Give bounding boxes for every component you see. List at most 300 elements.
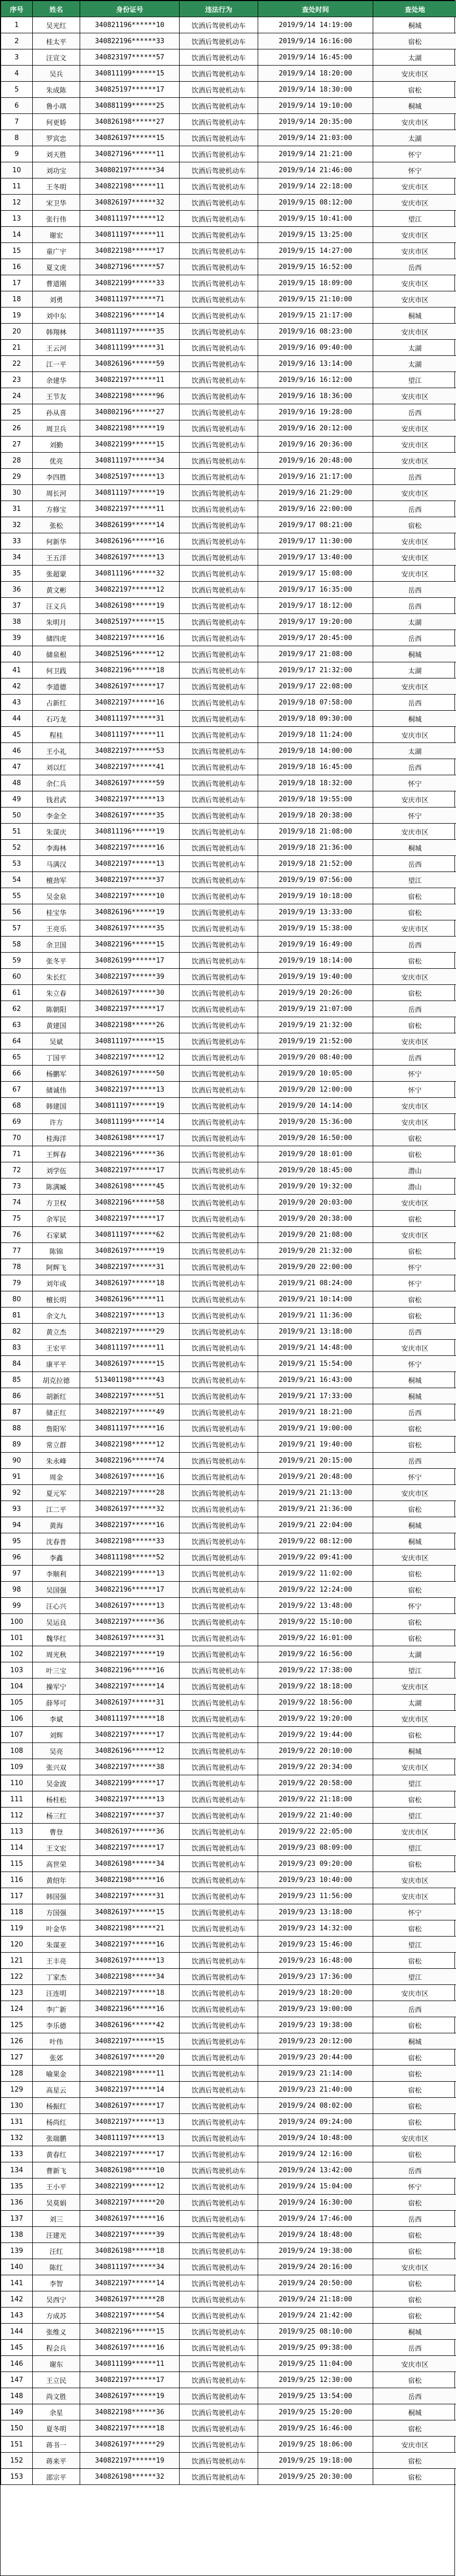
cell-name: 李乐德 bbox=[33, 2017, 80, 2033]
cell-serial-number: 23 bbox=[1, 372, 33, 388]
cell-check-place: 望江 bbox=[373, 372, 456, 388]
cell-name: 叶三宝 bbox=[33, 1662, 80, 1678]
cell-check-time: 2019/9/24 08:02:00 bbox=[258, 2098, 373, 2114]
cell-check-time: 2019/9/19 13:33:00 bbox=[258, 904, 373, 920]
table-row bbox=[1, 1566, 456, 1582]
cell-id-number: 340822196******36 bbox=[80, 1146, 180, 1162]
cell-check-time: 2019/9/16 19:28:00 bbox=[258, 404, 373, 420]
cell-check-place: 太湖 bbox=[373, 49, 456, 66]
cell-violation: 饮酒后驾驶机动车 bbox=[180, 1533, 258, 1549]
cell-check-time: 2019/9/21 11:36:00 bbox=[258, 1308, 373, 1324]
cell-check-place: 安庆市区 bbox=[373, 920, 456, 937]
cell-check-time: 2019/9/21 21:13:00 bbox=[258, 1485, 373, 1501]
cell-check-place: 望江 bbox=[373, 872, 456, 888]
cell-check-place: 岳西 bbox=[373, 2340, 456, 2356]
table-row bbox=[1, 49, 456, 66]
table-row bbox=[1, 243, 456, 259]
cell-check-place: 宿松 bbox=[373, 2146, 456, 2162]
cell-id-number: 340822197******39 bbox=[80, 2227, 180, 2243]
table-row bbox=[1, 1662, 456, 1678]
table-row bbox=[1, 195, 456, 211]
cell-serial-number: 150 bbox=[1, 2420, 33, 2437]
table-row bbox=[1, 808, 456, 824]
cell-id-number: 340826197******59 bbox=[80, 775, 180, 791]
cell-violation: 饮酒后驾驶机动车 bbox=[180, 1727, 258, 1743]
cell-check-time: 2019/9/20 12:00:00 bbox=[258, 1082, 373, 1098]
table-row bbox=[1, 2308, 456, 2324]
cell-id-number: 340811197******19 bbox=[80, 485, 180, 501]
cell-serial-number: 141 bbox=[1, 2275, 33, 2291]
cell-violation: 饮酒后驾驶机动车 bbox=[180, 2420, 258, 2437]
cell-violation: 饮酒后驾驶机动车 bbox=[180, 2146, 258, 2162]
cell-id-number: 340822198******11 bbox=[80, 178, 180, 195]
cell-name: 陈红 bbox=[33, 2259, 80, 2275]
cell-check-time: 2019/9/14 21:03:00 bbox=[258, 130, 373, 146]
cell-id-number: 340826198******19 bbox=[80, 598, 180, 614]
cell-check-time: 2019/9/23 16:48:00 bbox=[258, 1953, 373, 1969]
cell-check-place: 宿松 bbox=[373, 1501, 456, 1517]
cell-name: 叶金华 bbox=[33, 1920, 80, 1937]
cell-check-place: 宿松 bbox=[373, 1420, 456, 1437]
cell-check-place: 桐城 bbox=[373, 307, 456, 324]
cell-check-time: 2019/9/21 22:04:00 bbox=[258, 1517, 373, 1533]
table-row bbox=[1, 2275, 456, 2291]
cell-id-number: 340826198******17 bbox=[80, 1130, 180, 1146]
cell-violation: 饮酒后驾驶机动车 bbox=[180, 1356, 258, 1372]
header-row bbox=[1, 1, 456, 17]
cell-id-number: 340822198******12 bbox=[80, 1437, 180, 1453]
cell-check-place: 怀宁 bbox=[373, 1066, 456, 1082]
cell-check-time: 2019/9/23 21:14:00 bbox=[258, 2066, 373, 2082]
cell-violation: 饮酒后驾驶机动车 bbox=[180, 1646, 258, 1662]
cell-serial-number: 104 bbox=[1, 1678, 33, 1695]
cell-violation: 饮酒后驾驶机动车 bbox=[180, 695, 258, 711]
cell-name: 康平平 bbox=[33, 1356, 80, 1372]
cell-check-time: 2019/9/24 10:48:00 bbox=[258, 2130, 373, 2146]
cell-id-number: 340822197******16 bbox=[80, 1517, 180, 1533]
table-row bbox=[1, 1808, 456, 1824]
cell-name: 夏元军 bbox=[33, 1485, 80, 1501]
cell-name: 李海林 bbox=[33, 840, 80, 856]
cell-check-place: 宿松 bbox=[373, 1017, 456, 1033]
cell-serial-number: 94 bbox=[1, 1517, 33, 1533]
cell-serial-number: 28 bbox=[1, 453, 33, 469]
table-row bbox=[1, 340, 456, 356]
header-check-place: 查处地 bbox=[373, 1, 456, 17]
cell-id-number: 340822197******15 bbox=[80, 2033, 180, 2049]
cell-violation: 饮酒后驾驶机动车 bbox=[180, 1469, 258, 1485]
cell-check-place: 安庆市区 bbox=[373, 66, 456, 82]
cell-name: 韩翔林 bbox=[33, 324, 80, 340]
cell-check-time: 2019/9/14 22:18:00 bbox=[258, 178, 373, 195]
header-name: 姓名 bbox=[33, 1, 80, 17]
cell-serial-number: 10 bbox=[1, 162, 33, 178]
table-row bbox=[1, 2162, 456, 2178]
cell-id-number: 340826198******32 bbox=[80, 2469, 180, 2485]
cell-check-time: 2019/9/23 14:32:00 bbox=[258, 1920, 373, 1937]
cell-name: 叶伟 bbox=[33, 2033, 80, 2049]
table-row bbox=[1, 1082, 456, 1098]
cell-check-time: 2019/9/23 19:38:00 bbox=[258, 2017, 373, 2033]
table-row bbox=[1, 662, 456, 678]
cell-serial-number: 27 bbox=[1, 437, 33, 453]
cell-id-number: 340826198******45 bbox=[80, 1178, 180, 1195]
table-row bbox=[1, 969, 456, 985]
cell-check-place: 安庆市区 bbox=[373, 291, 456, 307]
cell-violation: 饮酒后驾驶机动车 bbox=[180, 2291, 258, 2308]
cell-serial-number: 65 bbox=[1, 1049, 33, 1066]
cell-name: 方卫权 bbox=[33, 1195, 80, 1211]
cell-check-time: 2019/9/21 18:21:00 bbox=[258, 1404, 373, 1420]
cell-check-place: 岳西 bbox=[373, 2162, 456, 2178]
cell-id-number: 340811197******62 bbox=[80, 1227, 180, 1243]
cell-id-number: 340822197******16 bbox=[80, 695, 180, 711]
cell-violation: 饮酒后驾驶机动车 bbox=[180, 2017, 258, 2033]
table-row bbox=[1, 1372, 456, 1388]
table-row bbox=[1, 1727, 456, 1743]
cell-serial-number: 45 bbox=[1, 727, 33, 743]
cell-name: 王小礼 bbox=[33, 743, 80, 759]
cell-check-place: 太湖 bbox=[373, 614, 456, 630]
table-row bbox=[1, 1759, 456, 1775]
table-row bbox=[1, 2356, 456, 2372]
cell-name: 方国强 bbox=[33, 1904, 80, 1920]
table-row bbox=[1, 211, 456, 227]
cell-check-place: 岳西 bbox=[373, 695, 456, 711]
cell-name: 李鑫 bbox=[33, 1549, 80, 1566]
cell-id-number: 340811197******15 bbox=[80, 1033, 180, 1049]
table-row bbox=[1, 1501, 456, 1517]
cell-serial-number: 97 bbox=[1, 1566, 33, 1582]
cell-serial-number: 63 bbox=[1, 1017, 33, 1033]
cell-check-place: 宿松 bbox=[373, 1146, 456, 1162]
cell-name: 桂海洋 bbox=[33, 1130, 80, 1146]
cell-name: 高世荣 bbox=[33, 1856, 80, 1872]
cell-check-time: 2019/9/25 09:38:00 bbox=[258, 2340, 373, 2356]
cell-violation: 饮酒后驾驶机动车 bbox=[180, 1308, 258, 1324]
cell-name: 张郊 bbox=[33, 2049, 80, 2066]
cell-serial-number: 82 bbox=[1, 1324, 33, 1340]
cell-name: 孙从喜 bbox=[33, 404, 80, 420]
cell-check-time: 2019/9/16 21:29:00 bbox=[258, 485, 373, 501]
cell-name: 张行伟 bbox=[33, 211, 80, 227]
table-row bbox=[1, 469, 456, 485]
cell-name: 尚文胜 bbox=[33, 2388, 80, 2404]
cell-name: 黄建国 bbox=[33, 1017, 80, 1033]
cell-serial-number: 85 bbox=[1, 1372, 33, 1388]
cell-id-number: 340822197******51 bbox=[80, 1388, 180, 1404]
cell-violation: 饮酒后驾驶机动车 bbox=[180, 2033, 258, 2049]
cell-violation: 饮酒后驾驶机动车 bbox=[180, 146, 258, 162]
cell-violation: 饮酒后驾驶机动车 bbox=[180, 1130, 258, 1146]
cell-serial-number: 72 bbox=[1, 1162, 33, 1178]
table-row bbox=[1, 711, 456, 727]
table-row bbox=[1, 1453, 456, 1469]
cell-check-place: 太湖 bbox=[373, 662, 456, 678]
cell-name: 檀劲军 bbox=[33, 872, 80, 888]
cell-check-place: 太湖 bbox=[373, 743, 456, 759]
cell-check-place: 怀宁 bbox=[373, 775, 456, 791]
cell-serial-number: 116 bbox=[1, 1872, 33, 1888]
cell-check-place: 安庆市区 bbox=[373, 566, 456, 582]
table-row bbox=[1, 1033, 456, 1049]
cell-check-place: 桐城 bbox=[373, 1743, 456, 1759]
cell-check-place: 桐城 bbox=[373, 2404, 456, 2420]
cell-serial-number: 149 bbox=[1, 2404, 33, 2420]
cell-check-time: 2019/9/19 21:52:00 bbox=[258, 1033, 373, 1049]
cell-check-time: 2019/9/17 20:45:00 bbox=[258, 630, 373, 646]
cell-id-number: 340822197******49 bbox=[80, 1404, 180, 1420]
cell-check-place: 安庆市区 bbox=[373, 388, 456, 404]
cell-serial-number: 49 bbox=[1, 791, 33, 808]
cell-id-number: 340822198******36 bbox=[80, 2404, 180, 2420]
cell-check-place: 安庆市区 bbox=[373, 1824, 456, 1840]
cell-id-number: 340822199******15 bbox=[80, 437, 180, 453]
cell-name: 张冬平 bbox=[33, 953, 80, 969]
cell-check-time: 2019/9/18 09:30:00 bbox=[258, 711, 373, 727]
cell-name: 周金 bbox=[33, 1469, 80, 1485]
cell-check-place: 宿松 bbox=[373, 1630, 456, 1646]
cell-name: 刘功宝 bbox=[33, 162, 80, 178]
cell-violation: 饮酒后驾驶机动车 bbox=[180, 1291, 258, 1308]
cell-check-time: 2019/9/22 19:44:00 bbox=[258, 1727, 373, 1743]
cell-violation: 饮酒后驾驶机动车 bbox=[180, 888, 258, 904]
cell-violation: 饮酒后驾驶机动车 bbox=[180, 1082, 258, 1098]
cell-check-place: 宿松 bbox=[373, 2453, 456, 2469]
cell-check-place: 安庆市区 bbox=[373, 1195, 456, 1211]
cell-violation: 饮酒后驾驶机动车 bbox=[180, 1017, 258, 1033]
cell-check-place: 宿松 bbox=[373, 985, 456, 1001]
cell-name: 檀长明 bbox=[33, 1291, 80, 1308]
table-row bbox=[1, 2017, 456, 2033]
cell-name: 李顺利 bbox=[33, 1566, 80, 1582]
table-row bbox=[1, 1840, 456, 1856]
cell-name: 黄文彬 bbox=[33, 582, 80, 598]
cell-serial-number: 114 bbox=[1, 1840, 33, 1856]
cell-check-place: 怀宁 bbox=[373, 1598, 456, 1614]
cell-name: 何卫践 bbox=[33, 662, 80, 678]
cell-check-time: 2019/9/20 08:40:00 bbox=[258, 1049, 373, 1066]
cell-check-time: 2019/9/22 22:05:00 bbox=[258, 1824, 373, 1840]
cell-name: 陈满臧 bbox=[33, 1178, 80, 1195]
table-row bbox=[1, 82, 456, 98]
cell-check-time: 2019/9/17 11:30:00 bbox=[258, 533, 373, 549]
cell-id-number: 340826197******18 bbox=[80, 1275, 180, 1291]
cell-check-place: 岳西 bbox=[373, 630, 456, 646]
cell-check-time: 2019/9/24 20:16:00 bbox=[258, 2259, 373, 2275]
cell-check-time: 2019/9/23 08:09:00 bbox=[258, 1840, 373, 1856]
cell-check-time: 2019/9/25 11:04:00 bbox=[258, 2356, 373, 2372]
cell-check-time: 2019/9/25 19:18:00 bbox=[258, 2453, 373, 2469]
cell-name: 储诚伟 bbox=[33, 1082, 80, 1098]
table-row bbox=[1, 985, 456, 1001]
table-row bbox=[1, 453, 456, 469]
table-row bbox=[1, 1549, 456, 1566]
cell-violation: 饮酒后驾驶机动车 bbox=[180, 1227, 258, 1243]
cell-name: 汪红 bbox=[33, 2243, 80, 2259]
cell-serial-number: 8 bbox=[1, 130, 33, 146]
table-row bbox=[1, 2049, 456, 2066]
cell-violation: 饮酒后驾驶机动车 bbox=[180, 2195, 258, 2211]
cell-check-place: 望江 bbox=[373, 1969, 456, 1985]
cell-check-place: 桐城 bbox=[373, 1533, 456, 1549]
table-row bbox=[1, 388, 456, 404]
cell-check-place: 宿松 bbox=[373, 1791, 456, 1808]
cell-id-number: 340826197******29 bbox=[80, 2437, 180, 2453]
cell-name: 陈锦 bbox=[33, 1243, 80, 1259]
cell-id-number: 340822199******33 bbox=[80, 275, 180, 291]
cell-check-time: 2019/9/21 19:00:00 bbox=[258, 1420, 373, 1437]
cell-serial-number: 135 bbox=[1, 2178, 33, 2195]
cell-name: 高星云 bbox=[33, 2082, 80, 2098]
cell-check-place: 安庆市区 bbox=[373, 1485, 456, 1501]
cell-name: 王冬明 bbox=[33, 178, 80, 195]
cell-id-number: 340811196******19 bbox=[80, 824, 180, 840]
cell-check-place: 桐城 bbox=[373, 2324, 456, 2340]
cell-serial-number: 36 bbox=[1, 582, 33, 598]
cell-violation: 饮酒后驾驶机动车 bbox=[180, 646, 258, 662]
cell-violation: 饮酒后驾驶机动车 bbox=[180, 775, 258, 791]
cell-check-time: 2019/9/20 20:38:00 bbox=[258, 1211, 373, 1227]
cell-violation: 饮酒后驾驶机动车 bbox=[180, 1049, 258, 1066]
table-row bbox=[1, 437, 456, 453]
cell-id-number: 340811199******31 bbox=[80, 340, 180, 356]
cell-name: 陈朝阳 bbox=[33, 1001, 80, 1017]
cell-id-number: 340822197******39 bbox=[80, 969, 180, 985]
cell-name: 王文宏 bbox=[33, 1840, 80, 1856]
table-row bbox=[1, 2098, 456, 2114]
cell-serial-number: 9 bbox=[1, 146, 33, 162]
cell-check-time: 2019/9/14 19:10:00 bbox=[258, 98, 373, 114]
cell-name: 刘三 bbox=[33, 2211, 80, 2227]
cell-violation: 饮酒后驾驶机动车 bbox=[180, 808, 258, 824]
cell-id-number: 340822197******37 bbox=[80, 1808, 180, 1824]
cell-id-number: 340826197******13 bbox=[80, 1953, 180, 1969]
cell-serial-number: 3 bbox=[1, 49, 33, 66]
cell-check-place: 潜山 bbox=[373, 1162, 456, 1178]
cell-violation: 饮酒后驾驶机动车 bbox=[180, 920, 258, 937]
cell-check-time: 2019/9/22 21:18:00 bbox=[258, 1791, 373, 1808]
cell-violation: 饮酒后驾驶机动车 bbox=[180, 549, 258, 566]
cell-name: 余文九 bbox=[33, 1308, 80, 1324]
table-row bbox=[1, 533, 456, 549]
cell-violation: 饮酒后驾驶机动车 bbox=[180, 1388, 258, 1404]
cell-name: 黄绍年 bbox=[33, 1872, 80, 1888]
cell-serial-number: 103 bbox=[1, 1662, 33, 1678]
cell-check-time: 2019/9/23 17:36:00 bbox=[258, 1969, 373, 1985]
cell-serial-number: 54 bbox=[1, 872, 33, 888]
cell-serial-number: 111 bbox=[1, 1791, 33, 1808]
cell-check-place: 安庆市区 bbox=[373, 2259, 456, 2275]
cell-check-time: 2019/9/21 21:36:00 bbox=[258, 1501, 373, 1517]
cell-check-place: 宿松 bbox=[373, 2291, 456, 2308]
cell-check-place: 安庆市区 bbox=[373, 2437, 456, 2453]
cell-violation: 饮酒后驾驶机动车 bbox=[180, 1904, 258, 1920]
table-row bbox=[1, 485, 456, 501]
cell-violation: 饮酒后驾驶机动车 bbox=[180, 2275, 258, 2291]
table-row bbox=[1, 1227, 456, 1243]
table-row bbox=[1, 1162, 456, 1178]
table-row bbox=[1, 324, 456, 340]
cell-check-place: 怀宁 bbox=[373, 1259, 456, 1275]
cell-violation: 饮酒后驾驶机动车 bbox=[180, 2114, 258, 2130]
table-row bbox=[1, 2291, 456, 2308]
cell-id-number: 340826196******19 bbox=[80, 904, 180, 920]
cell-id-number: 340822197******12 bbox=[80, 1049, 180, 1066]
table-row bbox=[1, 1953, 456, 1969]
cell-id-number: 340821196******10 bbox=[80, 17, 180, 33]
cell-check-time: 2019/9/14 16:16:00 bbox=[258, 33, 373, 49]
cell-check-time: 2019/9/18 18:32:00 bbox=[258, 775, 373, 791]
table-row bbox=[1, 1646, 456, 1662]
cell-name: 谢宏 bbox=[33, 227, 80, 243]
cell-check-place: 怀宁 bbox=[373, 1082, 456, 1098]
cell-check-place: 望江 bbox=[373, 1775, 456, 1791]
table-row bbox=[1, 1066, 456, 1082]
cell-serial-number: 57 bbox=[1, 920, 33, 937]
cell-name: 罗宾忠 bbox=[33, 130, 80, 146]
cell-name: 江二平 bbox=[33, 1501, 80, 1517]
cell-serial-number: 117 bbox=[1, 1888, 33, 1904]
cell-name: 喻果金 bbox=[33, 2066, 80, 2082]
cell-id-number: 340822197******17 bbox=[80, 1001, 180, 1017]
table-row bbox=[1, 1275, 456, 1291]
cell-check-time: 2019/9/20 21:08:00 bbox=[258, 1227, 373, 1243]
cell-id-number: 340811197******35 bbox=[80, 324, 180, 340]
cell-check-place: 安庆市区 bbox=[373, 533, 456, 549]
cell-id-number: 340822196******33 bbox=[80, 33, 180, 49]
cell-id-number: 340822197******31 bbox=[80, 1888, 180, 1904]
cell-check-time: 2019/9/20 19:32:00 bbox=[258, 1178, 373, 1195]
table-row bbox=[1, 2388, 456, 2404]
cell-id-number: 340822196******74 bbox=[80, 1453, 180, 1469]
cell-serial-number: 18 bbox=[1, 291, 33, 307]
cell-check-place: 安庆市区 bbox=[373, 1098, 456, 1114]
cell-id-number: 340822197******17 bbox=[80, 2372, 180, 2388]
cell-name: 曹登 bbox=[33, 1824, 80, 1840]
table-row bbox=[1, 2420, 456, 2437]
cell-serial-number: 133 bbox=[1, 2146, 33, 2162]
cell-serial-number: 95 bbox=[1, 1533, 33, 1549]
cell-name: 邵宗平 bbox=[33, 2469, 80, 2485]
cell-serial-number: 126 bbox=[1, 2033, 33, 2049]
cell-name: 储四虎 bbox=[33, 630, 80, 646]
cell-name: 吴光红 bbox=[33, 17, 80, 33]
cell-check-time: 2019/9/23 19:00:00 bbox=[258, 2001, 373, 2017]
cell-serial-number: 124 bbox=[1, 2001, 33, 2017]
header-id-number: 身份证号 bbox=[80, 1, 180, 17]
cell-check-time: 2019/9/23 20:44:00 bbox=[258, 2049, 373, 2066]
cell-violation: 饮酒后驾驶机动车 bbox=[180, 1678, 258, 1695]
table-row bbox=[1, 2437, 456, 2453]
cell-id-number: 340822197******38 bbox=[80, 1759, 180, 1775]
cell-check-place: 望江 bbox=[373, 211, 456, 227]
cell-id-number: 340822197******20 bbox=[80, 2195, 180, 2211]
cell-check-time: 2019/9/16 09:40:00 bbox=[258, 340, 373, 356]
cell-id-number: 340827196******57 bbox=[80, 259, 180, 275]
cell-id-number: 340822197******37 bbox=[80, 872, 180, 888]
table-row bbox=[1, 1291, 456, 1308]
cell-check-place: 宿松 bbox=[373, 1920, 456, 1937]
cell-id-number: 340826199******17 bbox=[80, 953, 180, 969]
cell-check-place: 安庆市区 bbox=[373, 227, 456, 243]
cell-id-number: 340822197******16 bbox=[80, 1937, 180, 1953]
cell-name: 刘辉 bbox=[33, 1727, 80, 1743]
cell-id-number: 340822196******16 bbox=[80, 1662, 180, 1678]
cell-id-number: 340822196******17 bbox=[80, 1582, 180, 1598]
cell-name: 朱谋庆 bbox=[33, 824, 80, 840]
cell-serial-number: 90 bbox=[1, 1453, 33, 1469]
